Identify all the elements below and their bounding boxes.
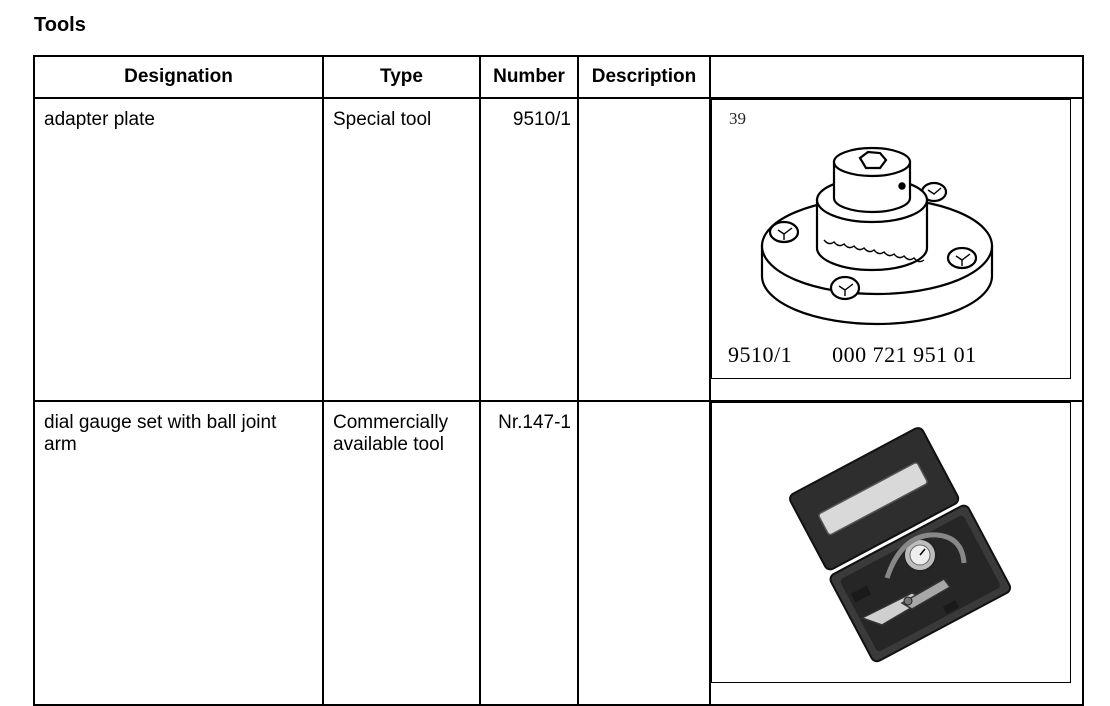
adapter-plate-drawing-icon [712,100,1070,378]
column-header-type: Type [323,56,480,98]
column-header-description: Description [578,56,710,98]
cell-designation: adapter plate [34,98,323,401]
tools-table [33,55,1084,706]
cell-type: Special tool [323,98,480,401]
cell-image [710,401,1083,705]
column-header-image [710,56,1083,98]
cell-number: Nr.147-1 [480,401,578,705]
column-header-number: Number [480,56,578,98]
table-row [34,98,1083,401]
figure-caption [728,344,977,366]
table-row [34,401,1083,705]
dial-gauge-figure [711,402,1071,683]
cell-number: 9510/1 [480,98,578,401]
cell-designation: dial gauge set with ball joint arm [34,401,323,705]
dial-gauge-case-photo-icon [712,403,1070,682]
cell-type: Commercially available tool [323,401,480,705]
cell-description [578,98,710,401]
adapter-plate-figure [711,99,1071,379]
cell-image [710,98,1083,401]
cell-description [578,401,710,705]
column-header-designation: Designation [34,56,323,98]
table-header-row [34,56,1083,98]
figure-number: 39 [729,109,746,128]
page-title: Tools [34,14,86,36]
caption-tool-number: 9510/1 [728,342,793,367]
caption-part-number: 000 721 951 01 [832,342,977,367]
